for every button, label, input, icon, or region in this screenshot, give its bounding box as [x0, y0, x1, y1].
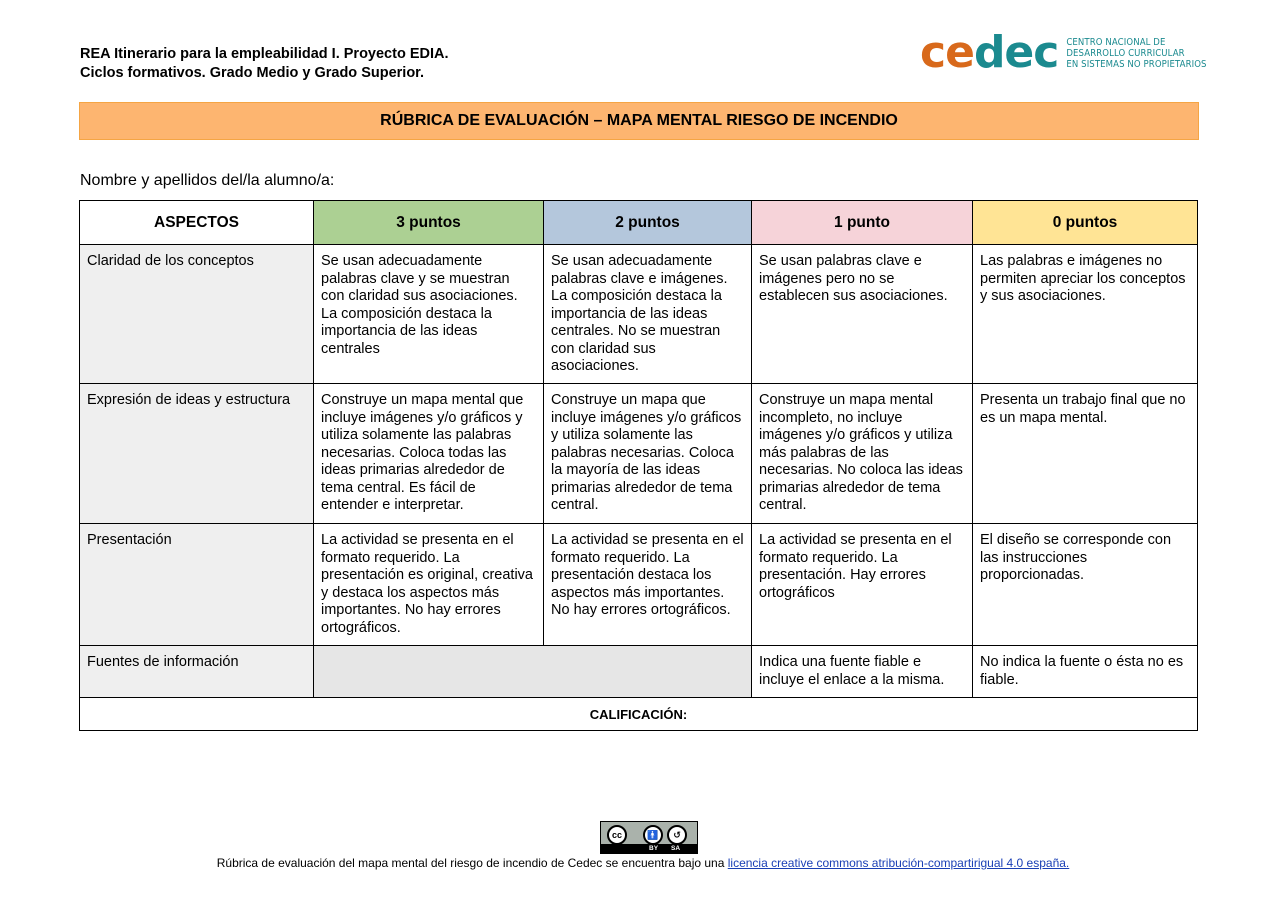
cedec-logo-word — [920, 27, 1059, 78]
aspect-cell: Claridad de los conceptos — [80, 245, 314, 384]
header-2-puntos: 2 puntos — [544, 201, 752, 245]
cedec-logo-subtitle — [1066, 37, 1206, 70]
table-row — [80, 245, 1198, 384]
table-cell: El diseño se corresponde con las instrucciones proporcionadas. — [973, 524, 1198, 646]
cedec-logo — [920, 27, 1207, 78]
license-footer — [0, 856, 1286, 870]
logo-word-part2: dec — [973, 27, 1059, 78]
logo-word-part1: ce — [920, 27, 974, 78]
page-title: RÚBRICA DE EVALUACIÓN – MAPA MENTAL RIESGO DE INCENDIO — [79, 102, 1199, 140]
aspect-cell: Presentación — [80, 524, 314, 646]
header-line-1: REA Itinerario para la empleabilidad I. Proyecto EDIA. — [80, 46, 449, 62]
header-aspectos: ASPECTOS — [80, 201, 314, 245]
table-cell: La actividad se presenta en el formato requerido. La presentación es original, creativa y destaca los aspectos más importantes. No hay errores ortográficos. — [314, 524, 544, 646]
cc-badge-labels — [601, 844, 697, 853]
header-0-puntos: 0 puntos — [973, 201, 1198, 245]
blank-merged-cell — [314, 646, 752, 698]
header-line-2: Ciclos formativos. Grado Medio y Grado Superior. — [80, 65, 425, 81]
header-1-punto: 1 punto — [752, 201, 973, 245]
logo-sub-line-2: DESARROLLO CURRICULAR — [1066, 47, 1185, 59]
table-cell: Se usan palabras clave e imágenes pero no se establecen sus asociaciones. — [752, 245, 973, 384]
calificacion-cell: CALIFICACIÓN: — [80, 698, 1198, 731]
table-cell: No indica la fuente o ésta no es fiable. — [973, 646, 1198, 698]
cc-icon: cc — [607, 825, 627, 845]
table-cell: Se usan adecuadamente palabras clave e imágenes. La composición destaca la importancia de las ideas centrales. No se muestran con claridad sus asociaciones. — [544, 245, 752, 384]
by-person-icon: 🚹 — [643, 825, 663, 845]
logo-sub-line-1: CENTRO NACIONAL DE — [1066, 36, 1166, 48]
rubric-table — [79, 200, 1198, 731]
calificacion-row — [80, 698, 1198, 731]
table-cell: La actividad se presenta en el formato requerido. La presentación. Hay errores ortográficos — [752, 524, 973, 646]
table-cell: Se usan adecuadamente palabras clave y se muestran con claridad sus asociaciones. La composición destaca la importancia de las ideas centrales — [314, 245, 544, 384]
aspect-cell: Expresión de ideas y estructura — [80, 384, 314, 524]
license-link[interactable]: licencia creative commons atribución-compartirigual 4.0 españa. — [727, 856, 1070, 870]
table-cell: Construye un mapa que incluye imágenes y/o gráficos y utiliza solamente las palabras necesarias. Coloca la mayoría de las ideas primarias alrededor de tema central. — [544, 384, 752, 524]
table-row — [80, 524, 1198, 646]
logo-sub-line-3: EN SISTEMAS NO PROPIETARIOS — [1066, 58, 1207, 70]
license-text: Rúbrica de evaluación del mapa mental del riesgo de incendio de Cedec se encuentra bajo una — [216, 856, 728, 870]
sa-label: SA — [671, 845, 681, 852]
table-cell: Presenta un trabajo final que no es un mapa mental. — [973, 384, 1198, 524]
table-cell: Las palabras e imágenes no permiten apreciar los conceptos y sus asociaciones. — [973, 245, 1198, 384]
table-cell: La actividad se presenta en el formato requerido. La presentación destaca los aspectos más importantes. No hay errores ortográficos. — [544, 524, 752, 646]
table-header-row — [80, 201, 1198, 245]
share-alike-icon: ↺ — [667, 825, 687, 845]
student-name-label: Nombre y apellidos del/la alumno/a: — [80, 172, 335, 189]
table-row — [80, 384, 1198, 524]
by-label: BY — [649, 845, 659, 852]
header-3-puntos: 3 puntos — [314, 201, 544, 245]
cc-license-badge[interactable] — [600, 821, 698, 854]
table-row — [80, 646, 1198, 698]
aspect-cell: Fuentes de información — [80, 646, 314, 698]
document-header — [80, 45, 449, 83]
table-cell: Indica una fuente fiable e incluye el enlace a la misma. — [752, 646, 973, 698]
table-cell: Construye un mapa mental incompleto, no incluye imágenes y/o gráficos y utiliza más palabras de las necesarias. No coloca las ideas primarias alrededor de tema central. — [752, 384, 973, 524]
table-cell: Construye un mapa mental que incluye imágenes y/o gráficos y utiliza solamente las palabras necesarias. Coloca todas las ideas primarias alrededor de tema central. Es fácil de entender e interpretar. — [314, 384, 544, 524]
